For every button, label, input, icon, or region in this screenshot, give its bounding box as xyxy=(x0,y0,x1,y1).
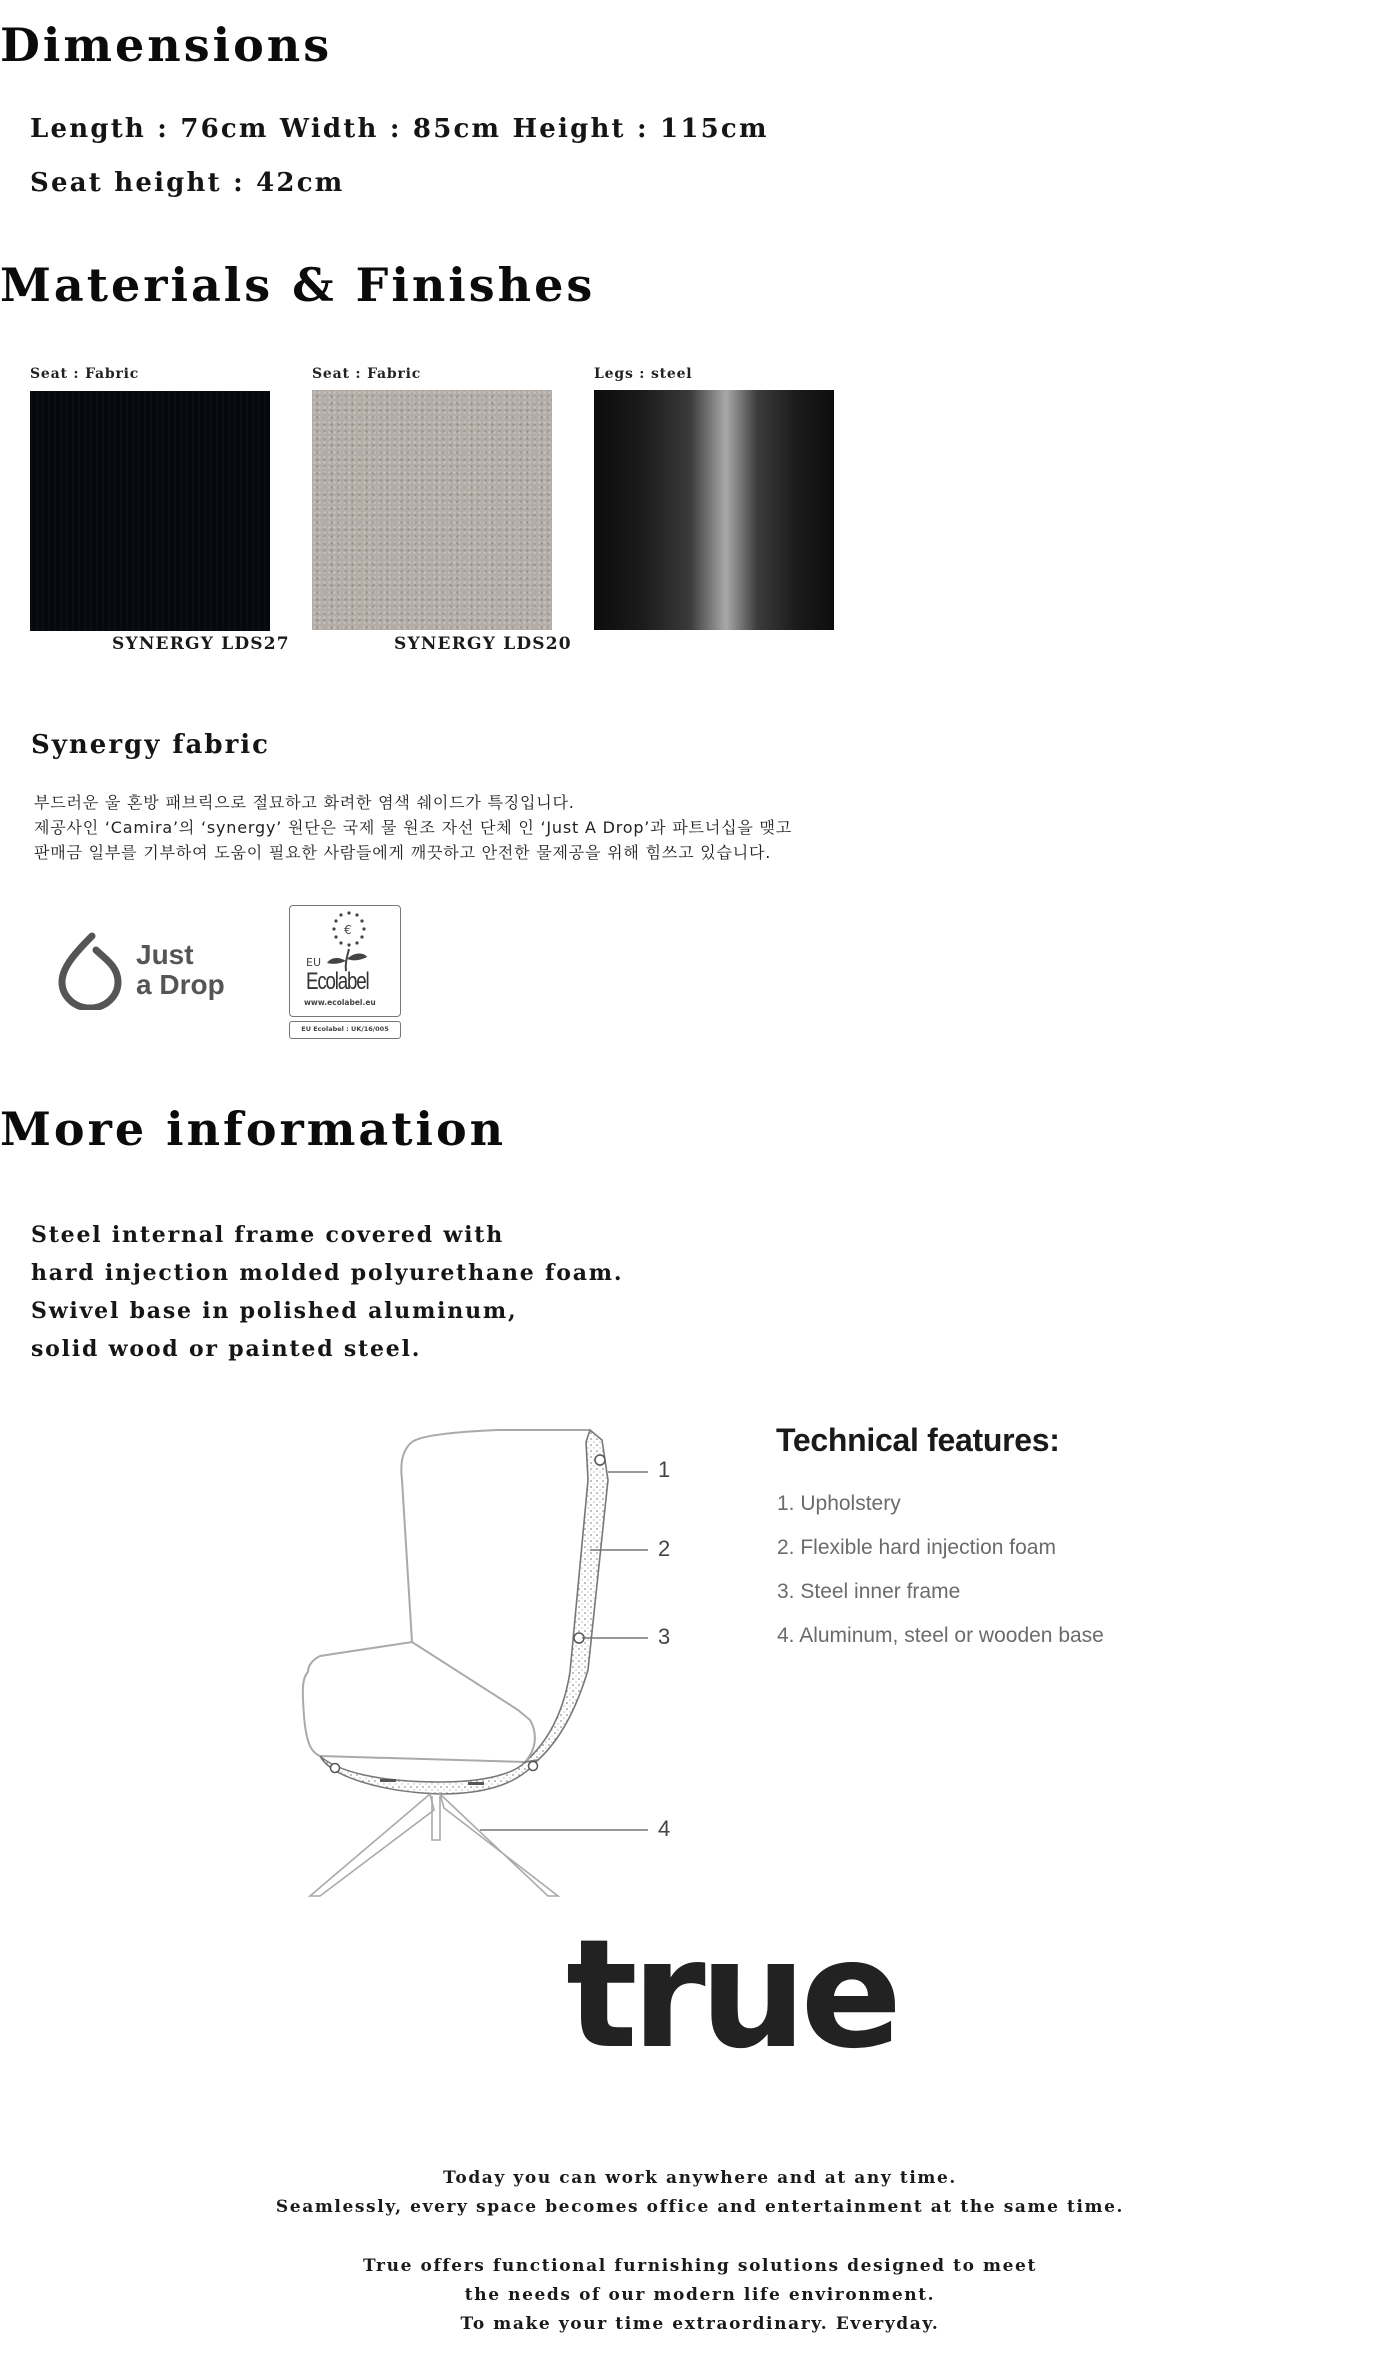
more-info-line-1: Steel internal frame covered with xyxy=(31,1222,505,1248)
materials-heading: Materials & Finishes xyxy=(0,258,596,312)
dimensions-seat-height: Seat height : 42cm xyxy=(30,168,345,198)
brand-text-line-2: Seamlessly, every space becomes office and entertainment at the same time. xyxy=(275,2197,1125,2217)
brand-text-line-3: True offers functional furnishing solutions designed to meet xyxy=(363,2256,1037,2276)
synergy-text-line-1: 부드러운 울 혼방 패브릭으로 절묘하고 화려한 염색 쉐이드가 특징입니다. xyxy=(34,793,575,812)
swatch-name-2: SYNERGY LDS20 xyxy=(394,634,572,654)
dimensions-size-line: Length : 76cm Width : 85cm Height : 115cm xyxy=(30,114,769,144)
eu-ecolabel-logo xyxy=(289,905,401,1039)
technical-feature-item-3: 3. Steel inner frame xyxy=(777,1580,961,1603)
ecolabel-box xyxy=(289,905,401,1017)
ecolabel-eu-text: EU xyxy=(306,956,322,969)
screw-marker-1 xyxy=(595,1455,605,1465)
swatch-name-1: SYNERGY LDS27 xyxy=(112,634,290,654)
brand-text-line-5: To make your time extraordinary. Everyday. xyxy=(460,2314,940,2334)
technical-feature-item-1: 1. Upholstery xyxy=(777,1492,901,1515)
callout-number-2: 2 xyxy=(658,1536,671,1561)
svg-text:€: € xyxy=(343,922,352,937)
true-brand-logo: true xyxy=(566,1908,897,2082)
water-drop-icon xyxy=(56,930,126,1010)
synergy-text-line-2: 제공사인 ‘Camira’의 ‘synergy’ 원단은 국제 물 원조 자선 단체 인 ‘Just A Drop’과 파트너십을 맺고 xyxy=(34,818,792,837)
ecolabel-name-text: Ecolabel xyxy=(306,968,369,995)
brand-text-line-1: Today you can work anywhere and at any time. xyxy=(443,2168,957,2188)
more-info-line-4: solid wood or painted steel. xyxy=(31,1336,422,1362)
swatch-synergy-lds20 xyxy=(312,390,552,630)
synergy-text-line-3: 판매금 일부를 기부하여 도움이 필요한 사람들에게 깨끗하고 안전한 물제공을 위해 힘쓰고 있습니다. xyxy=(34,843,772,862)
callout-number-4: 4 xyxy=(658,1816,671,1841)
callout-number-3: 3 xyxy=(658,1624,671,1649)
swatch-steel xyxy=(594,390,834,630)
technical-feature-item-4: 4. Aluminum, steel or wooden base xyxy=(777,1624,1104,1647)
brand-text-line-4: the needs of our modern life environment. xyxy=(464,2285,936,2305)
technical-feature-item-2: 2. Flexible hard injection foam xyxy=(777,1536,1056,1559)
more-info-line-3: Swivel base in polished aluminum, xyxy=(31,1298,518,1324)
swatch-label-3: Legs : steel xyxy=(594,366,693,382)
ecolabel-url-text: www.ecolabel.eu xyxy=(304,998,376,1007)
swatch-label-1: Seat : Fabric xyxy=(30,366,140,382)
just-a-drop-logo xyxy=(56,930,246,1010)
just-a-drop-word-drop: a Drop xyxy=(136,969,225,1000)
swatch-label-2: Seat : Fabric xyxy=(312,366,422,382)
more-info-line-2: hard injection molded polyurethane foam. xyxy=(31,1260,624,1286)
dimensions-heading: Dimensions xyxy=(0,18,333,72)
chair-technical-drawing xyxy=(290,1420,710,1920)
more-information-heading: More information xyxy=(0,1102,507,1156)
ecolabel-code: EU Ecolabel : UK/16/005 xyxy=(289,1021,401,1039)
technical-features-heading: Technical features: xyxy=(776,1422,1060,1458)
just-a-drop-word-just: Just xyxy=(136,939,194,970)
synergy-heading: Synergy fabric xyxy=(31,730,270,760)
callout-number-1: 1 xyxy=(658,1457,671,1482)
swatch-synergy-lds27 xyxy=(30,391,270,631)
